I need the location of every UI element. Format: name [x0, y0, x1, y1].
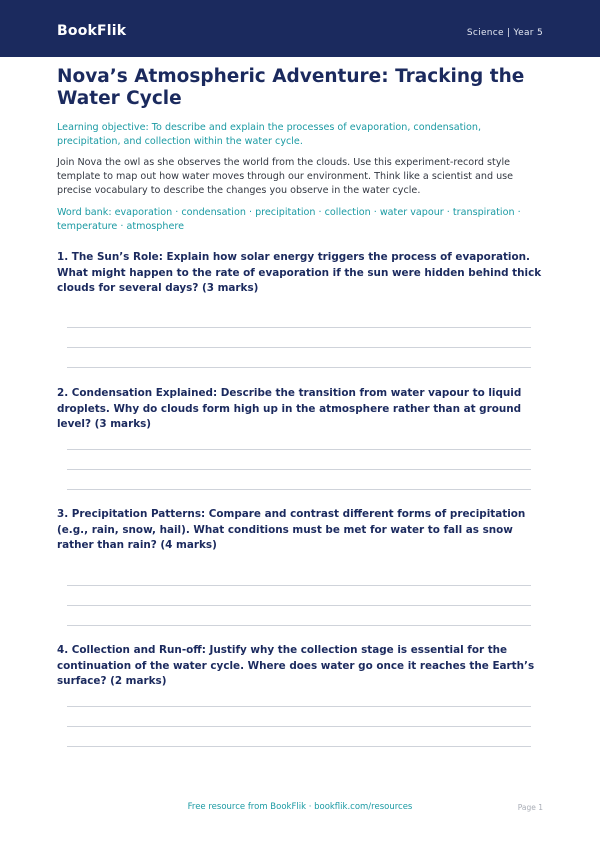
- answer-line[interactable]: [67, 726, 531, 727]
- footer-resource-link[interactable]: Free resource from BookFlik · bookflik.com/resources: [187, 802, 413, 812]
- word-bank: Word bank: evaporation · condensation · precipitation · collection · water vapour · transpiration · temperature · atmosphere: [57, 207, 521, 232]
- brand-logo-text[interactable]: BookFlik: [57, 23, 127, 39]
- answer-line[interactable]: [67, 489, 531, 490]
- answer-line[interactable]: [67, 367, 531, 368]
- question-2: 2. Condensation Explained: Describe the transition from water vapour to liquid droplets. Why do clouds form high up in the atmosphere rather than at ground level? (3 marks): [57, 387, 522, 430]
- question-3: 3. Precipitation Patterns: Compare and contrast different forms of precipitation (e.g., rain, snow, hail). What conditions must be met for water to fall as snow rather than rain? (4 marks): [57, 508, 526, 551]
- page-number: Page 1: [517, 803, 543, 812]
- question-1: 1. The Sun’s Role: Explain how solar energy triggers the process of evaporation. What might happen to the rate of evaporation if the sun were hidden behind thick clouds for several days? (3 marks): [57, 251, 542, 294]
- answer-line[interactable]: [67, 746, 531, 747]
- answer-line[interactable]: [67, 706, 531, 707]
- header-bar: [0, 0, 600, 57]
- answer-line[interactable]: [67, 327, 531, 328]
- intro-paragraph: Join Nova the owl as she observes the world from the clouds. Use this experiment-record style template to map out how water moves through our environment. Think like a scientist and use precise vocabulary to describe the changes you observe in the water cycle.: [57, 157, 514, 196]
- answer-line[interactable]: [67, 469, 531, 470]
- answer-line[interactable]: [67, 449, 531, 450]
- question-4: 4. Collection and Run-off: Justify why the collection stage is essential for the continuation of the water cycle. Where does water go once it reaches the Earth’s surface? (2 marks): [57, 644, 535, 687]
- subject-year-label: Science | Year 5: [466, 28, 543, 38]
- answer-line[interactable]: [67, 625, 531, 626]
- worksheet-title: Nova’s Atmospheric Adventure: Tracking the Water Cycle: [57, 66, 525, 109]
- learning-objective: Learning objective: To describe and explain the processes of evaporation, condensation, precipitation, and collection within the water cycle.: [57, 122, 482, 147]
- answer-line[interactable]: [67, 605, 531, 606]
- answer-line[interactable]: [67, 347, 531, 348]
- answer-line[interactable]: [67, 585, 531, 586]
